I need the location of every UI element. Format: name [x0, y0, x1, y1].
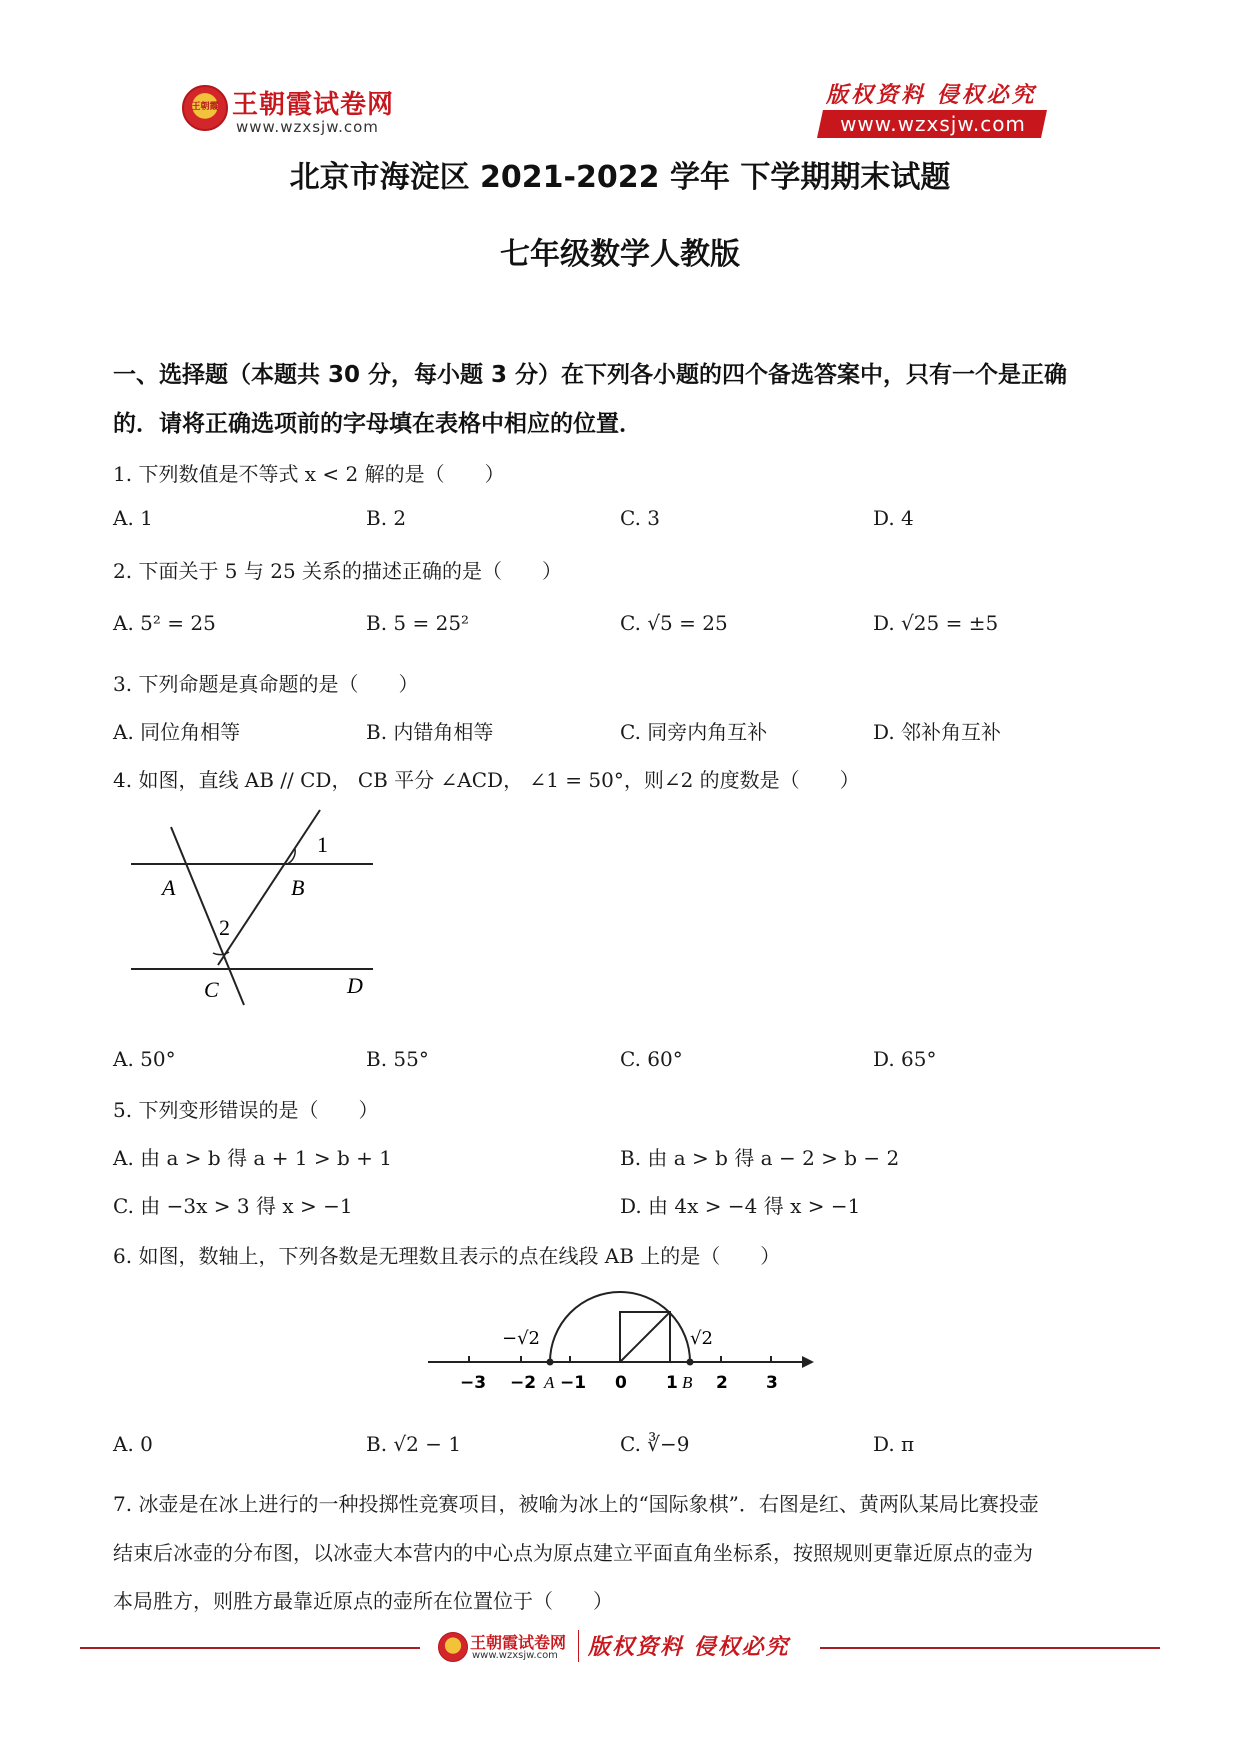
page-title: 北京市海淀区 2021-2022 学年 下学期期末试题 [289, 160, 951, 195]
axis-arrow-icon [802, 1356, 814, 1368]
section-heading-line2: 的．请将正确选项前的字母填在表格中相应的位置． [113, 411, 642, 437]
q6-option-b: B. √2 − 1 [366, 1432, 462, 1456]
q2-option-b: B. 5 = 25² [366, 611, 470, 635]
q4-option-b: B. 55° [366, 1047, 429, 1071]
q3-option-d: D. 邻补角互补 [873, 720, 1002, 744]
q1-option-d: D. 4 [873, 506, 914, 530]
brand-name: 王朝霞试卷网 [232, 90, 395, 120]
square-diagonal [620, 1312, 670, 1362]
q1-option-b: B. 2 [366, 506, 407, 530]
label-b: B [291, 875, 305, 900]
footer-logo-icon [438, 1632, 468, 1662]
question-1-stem: 1. 下列数值是不等式 x < 2 解的是（ ） [113, 462, 505, 486]
label-a: A [162, 875, 176, 900]
q4-option-a: A. 50° [113, 1047, 176, 1071]
question-7-line2: 结束后冰壶的分布图，以冰壶大本营内的中心点为原点建立平面直角坐标系，按照规则更靠近原点的壶为 [113, 1541, 1033, 1565]
tick-label-b: B [682, 1373, 693, 1392]
question-2-stem: 2. 下面关于 5 与 25 关系的描述正确的是（ ） [113, 559, 563, 583]
question-3-stem: 3. 下列命题是真命题的是（ ） [113, 672, 419, 696]
question-5-stem: 5. 下列变形错误的是（ ） [113, 1098, 379, 1122]
page-subtitle: 七年级数学人教版 [500, 237, 740, 272]
q4-option-d: D. 65° [873, 1047, 937, 1071]
brand-url[interactable]: www.wzxsjw.com [236, 118, 379, 136]
q5-option-d: D. 由 4x > −4 得 x > −1 [620, 1194, 861, 1218]
q6-option-a: A. 0 [113, 1432, 153, 1456]
tick-label: 1 [666, 1373, 678, 1393]
q2-option-c: C. √5 = 25 [620, 611, 728, 635]
label-d: D [347, 973, 363, 998]
brand-logo-icon: 王朝霞 [182, 85, 228, 131]
q6-option-d: D. π [873, 1432, 915, 1456]
label-angle-2: 2 [219, 915, 230, 940]
tick-label: 0 [615, 1373, 627, 1393]
q3-option-b: B. 内错角相等 [366, 720, 494, 744]
footer-separator [578, 1630, 579, 1662]
q5-option-a: A. 由 a > b 得 a + 1 > b + 1 [113, 1146, 393, 1170]
q5-option-c: C. 由 −3x > 3 得 x > −1 [113, 1194, 353, 1218]
q6-option-c: C. ∛−9 [620, 1432, 690, 1456]
tick-label-a: A [544, 1373, 555, 1392]
tick-label: −1 [560, 1373, 587, 1393]
footer-slogan: 版权资料 侵权必究 [588, 1634, 790, 1660]
question-6-stem: 6. 如图，数轴上，下列各数是无理数且表示的点在线段 AB 上的是（ ） [113, 1244, 781, 1268]
question-7-line1: 7. 冰壶是在冰上进行的一种投掷性竞赛项目，被喻为冰上的“国际象棋”．右图是红、黄两队某局比赛投壶 [113, 1492, 1039, 1516]
parallel-lines-diagram [125, 805, 385, 1015]
q1-option-c: C. 3 [620, 506, 661, 530]
label-pos-sqrt2: √2 [690, 1328, 713, 1349]
footer-divider-right [820, 1647, 1160, 1649]
q4-option-c: C. 60° [620, 1047, 683, 1071]
tick-label: −3 [460, 1373, 487, 1393]
transversal-cb [218, 810, 320, 965]
q2-option-a: A. 5² = 25 [113, 611, 216, 635]
question-7-line3: 本局胜方，则胜方最靠近原点的壶所在位置位于（ ） [113, 1589, 613, 1613]
point-b [687, 1359, 694, 1366]
section-heading-line1: 一、选择题（本题共 30 分，每小题 3 分）在下列各小题的四个备选答案中，只有一个是正确 [113, 362, 1068, 388]
question-4-stem: 4. 如图，直线 AB // CD， CB 平分 ∠ACD， ∠1 = 50°，则∠2 的度数是（ ） [113, 768, 860, 792]
q1-option-a: A. 1 [113, 506, 153, 530]
label-c: C [204, 977, 219, 1002]
footer-brand-url[interactable]: www.wzxsjw.com [472, 1650, 558, 1661]
point-a [547, 1359, 554, 1366]
q5-option-b: B. 由 a > b 得 a − 2 > b − 2 [620, 1146, 900, 1170]
footer-divider-left [80, 1647, 420, 1649]
q3-option-a: A. 同位角相等 [113, 720, 241, 744]
tick-label: −2 [510, 1373, 537, 1393]
label-neg-sqrt2: −√2 [502, 1328, 541, 1349]
tick-label: 2 [716, 1373, 728, 1393]
q2-option-d: D. √25 = ±5 [873, 611, 999, 635]
label-angle-1: 1 [317, 832, 328, 857]
footer-brand-name: 王朝霞试卷网 [470, 1633, 567, 1652]
copyright-slogan: 版权资料 侵权必究 [826, 82, 1037, 108]
tick-label: 3 [766, 1373, 778, 1393]
number-line-diagram [420, 1262, 820, 1402]
url-banner[interactable]: www.wzxsjw.com [840, 112, 1026, 136]
q3-option-c: C. 同旁内角互补 [620, 720, 768, 744]
